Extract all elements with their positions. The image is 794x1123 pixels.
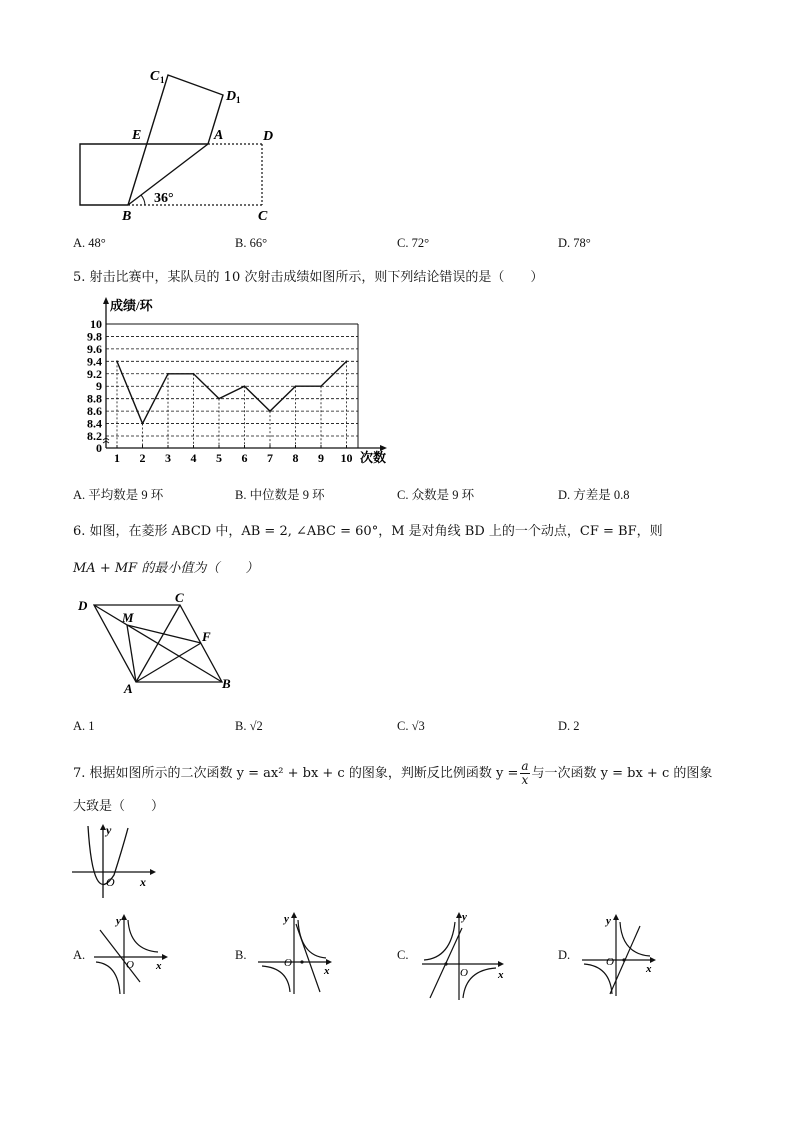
q7-frac-den: x xyxy=(521,773,529,787)
data-point xyxy=(346,360,348,362)
q4-label-c1: C xyxy=(150,69,160,84)
q7-option-d-letter[interactable]: D. xyxy=(558,948,571,962)
q7-main-x-label: x xyxy=(140,875,146,889)
q7-c-y-label: y xyxy=(462,911,467,923)
q7-option-a-letter[interactable]: A. xyxy=(73,948,86,962)
y-tick-label: 9.6 xyxy=(87,341,102,356)
q4-option-b[interactable]: B. 66° xyxy=(235,236,268,250)
q7-option-b-graph[interactable] xyxy=(256,910,336,995)
q7-main-origin: O xyxy=(106,875,115,889)
q7-c-x-label: x xyxy=(498,969,504,981)
x-tick-label: 10 xyxy=(340,451,353,465)
q7-stem-post: 与一次函数 y = bx + c 的图象 xyxy=(531,766,713,781)
q6-label-a: A xyxy=(124,681,133,695)
y-tick-label: 8.8 xyxy=(87,391,102,406)
q7-option-d-graph[interactable] xyxy=(580,912,660,997)
q6-label-m: M xyxy=(122,610,134,625)
data-point xyxy=(142,423,144,425)
q6-figure xyxy=(72,590,242,695)
q6-stem-line2: MA + MF 的最小值为（ ） xyxy=(73,561,259,576)
q7-a-y-label: y xyxy=(116,915,121,927)
q7-d-x-label: x xyxy=(646,963,652,975)
q7-frac-num: a xyxy=(521,759,529,773)
q7-stem-line2: 大致是（ ） xyxy=(73,799,165,814)
x-tick-label: 7 xyxy=(267,451,273,465)
y-zero-label: 0 xyxy=(96,441,102,455)
q7-d-origin: O xyxy=(606,956,614,968)
y-tick-label: 9.2 xyxy=(87,366,102,381)
q5-option-a[interactable]: A. 平均数是 9 环 xyxy=(73,488,164,502)
q6-option-c[interactable]: C. √3 xyxy=(397,719,425,733)
q4-figure xyxy=(70,60,290,225)
y-tick-label: 9.8 xyxy=(87,329,102,344)
y-tick-label: 8.6 xyxy=(87,404,102,419)
q4-option-d[interactable]: D. 78° xyxy=(558,236,591,250)
data-point xyxy=(193,373,195,375)
x-axis-label: 次数 xyxy=(360,450,387,465)
data-point xyxy=(295,385,297,387)
q4-label-d1: D xyxy=(226,89,237,104)
q5-option-c[interactable]: C. 众数是 9 环 xyxy=(397,488,475,502)
q7-b-origin: O xyxy=(284,957,292,969)
x-tick-label: 2 xyxy=(139,451,146,465)
data-point xyxy=(116,360,118,362)
q4-label-e: E xyxy=(132,128,142,143)
q6-option-b[interactable]: B. √2 xyxy=(235,719,263,733)
y-tick-label: 10 xyxy=(90,317,102,331)
y-tick-label: 9 xyxy=(96,379,102,394)
q4-label-c1-sub: 1 xyxy=(160,75,165,85)
q7-option-c-graph[interactable] xyxy=(418,908,508,1003)
q7-option-b-letter[interactable]: B. xyxy=(235,948,247,962)
q7-d-y-label: y xyxy=(606,915,611,927)
data-point xyxy=(218,398,220,400)
x-tick-label: 5 xyxy=(216,451,222,465)
q4-label-d: D xyxy=(263,129,274,144)
y-axis-label: 成绩/环 xyxy=(110,298,153,313)
x-tick-label: 9 xyxy=(318,451,324,465)
data-point xyxy=(320,385,322,387)
q6-stem-line1: 6. 如图，在菱形 ABCD 中，AB = 2, ∠ABC = 60°，M 是对角线 BD 上的一个动点，CF = BF，则 xyxy=(73,524,663,539)
q7-stem-pre: 7. 根据如图所示的二次函数 y = ax² + bx + c 的图象，判断反比例函数 y = xyxy=(73,766,519,781)
q6-option-d[interactable]: D. 2 xyxy=(558,719,580,733)
data-point xyxy=(269,410,271,412)
series-line xyxy=(117,361,347,423)
y-axis-arrow xyxy=(103,297,109,304)
x-tick-label: 3 xyxy=(165,451,171,465)
q4-label-c: C xyxy=(258,209,268,224)
x-tick-label: 8 xyxy=(292,451,299,465)
y-tick-label: 8.4 xyxy=(87,416,102,431)
data-point xyxy=(167,373,169,375)
q4-label-b: B xyxy=(122,209,132,224)
q6-label-d: D xyxy=(78,598,88,613)
x-tick-label: 6 xyxy=(241,451,248,465)
q6-label-f: F xyxy=(202,629,211,644)
q6-label-c: C xyxy=(175,590,184,605)
data-point xyxy=(244,385,246,387)
q7-b-x-label: x xyxy=(324,965,330,977)
q5-line-chart xyxy=(70,294,400,474)
q4-option-c[interactable]: C. 72° xyxy=(397,236,430,250)
q6-label-b: B xyxy=(222,676,231,691)
q7-parabola-figure xyxy=(70,820,160,900)
q4-label-angle: 36° xyxy=(154,191,174,206)
q4-label-d1-sub: 1 xyxy=(236,95,241,105)
q7-stem-line1 xyxy=(73,760,712,787)
q4-option-a[interactable]: A. 48° xyxy=(73,236,106,250)
y-tick-label: 8.2 xyxy=(87,429,102,443)
x-tick-label: 1 xyxy=(114,451,120,465)
q7-main-y-label: y xyxy=(106,823,112,837)
q7-a-x-label: x xyxy=(156,960,162,972)
q5-option-b[interactable]: B. 中位数是 9 环 xyxy=(235,488,325,502)
q7-c-origin: O xyxy=(460,967,468,979)
q4-label-a: A xyxy=(214,128,224,143)
x-tick-label: 4 xyxy=(190,451,197,465)
q5-option-d[interactable]: D. 方差是 0.8 xyxy=(558,488,630,502)
q5-stem: 5. 射击比赛中，某队员的 10 次射击成绩如图所示，则下列结论错误的是（ ） xyxy=(73,270,544,285)
q7-option-c-letter[interactable]: C. xyxy=(397,948,409,962)
q7-b-y-label: y xyxy=(284,913,289,925)
y-tick-label: 9.4 xyxy=(87,354,102,369)
q7-option-a-graph[interactable] xyxy=(92,912,172,997)
q7-a-origin: O xyxy=(126,959,134,971)
q6-option-a[interactable]: A. 1 xyxy=(73,719,95,733)
